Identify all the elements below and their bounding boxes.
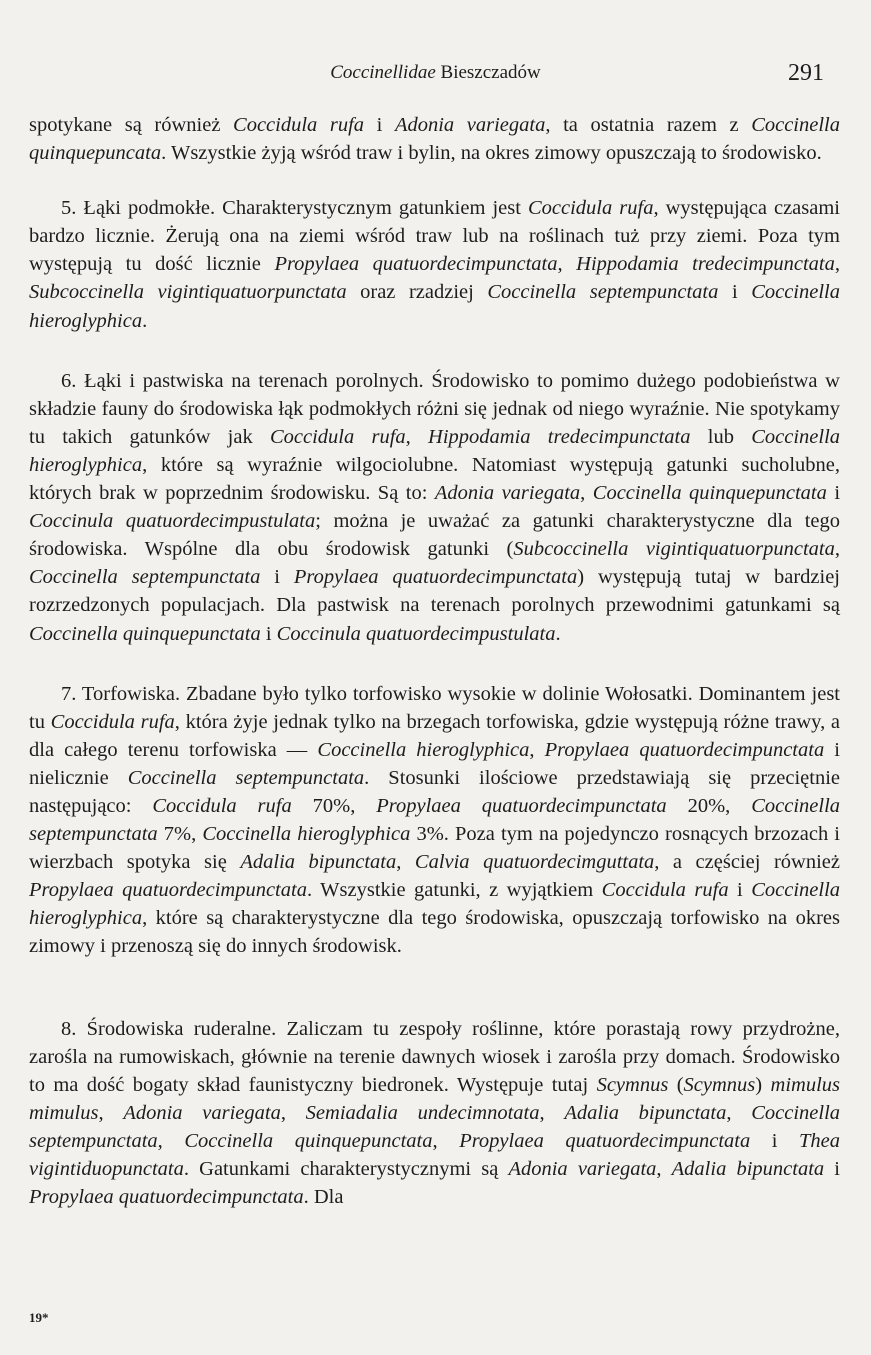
text-run: i [750,1129,800,1152]
species-name: Coccinula quatuordecimpustulata [29,510,316,533]
species-name: Calvia quatuordecimguttata [414,851,655,874]
text-run: i [718,281,752,304]
running-title-rest: Bieszczadów [435,62,541,83]
species-name: Scymnus [683,1073,756,1096]
paragraph-section-5 [29,194,840,334]
text-run: 5. Łąki podmokłe. Charakterystycznym gatunkiem jest [61,197,528,220]
paragraph-section-6 [29,367,840,648]
species-name: Coccinella septempunctata [127,766,365,789]
species-name: Adalia bipunctata [671,1158,825,1180]
species-name: Coccinella hieroglyphica [29,281,840,332]
text-run: , [396,851,415,874]
body-text [29,111,840,1211]
species-name: Propylaea quatuordecimpunctata [459,1129,751,1152]
text-run: , które są wyraźnie wilgociolubne. Natomiast występują gatunki sucholubne, których brak w poprzednim środowisku. Są to: [29,453,840,505]
species-name: Coccinella septempunctata [487,281,719,304]
species-name: Coccidula rufa [601,879,729,902]
signature-mark: 19* [29,1310,49,1325]
species-name: Adonia variegata [394,114,546,136]
text-run: , a częściej również [654,851,840,874]
text-run: , [405,425,429,448]
species-name: Subcoccinella vigintiquatuorpunctata [513,538,835,561]
text-run: lub [690,425,752,448]
species-name: Coccidula rufa [50,710,175,733]
species-name: Coccinella hieroglyphica [317,738,530,761]
text-run: . Wszystkie żyją wśród traw i bylin, na okres zimowy opuszczają to środowisko. [161,142,822,165]
species-name: Coccidula rufa [233,114,365,136]
text-run: , [557,253,577,276]
species-name: Adalia bipunctata [240,851,397,874]
text-run: , [529,738,545,761]
text-run: ) [755,1073,771,1096]
species-name: Coccidula rufa [152,794,292,817]
species-name: Coccinella hieroglyphica [29,879,841,930]
species-name: Propylaea quatuordecimpunctata [29,1186,304,1209]
species-name: Coccinella quinquepunctata [184,1129,433,1152]
text-run: , [280,1101,306,1124]
species-name: Coccinella quinquepuncata [29,114,840,165]
paragraph-1 [29,111,840,167]
text-run: i [364,114,395,136]
text-run: , [98,1101,124,1124]
text-run: , [834,253,841,276]
species-name: Hippodamia tredecimpunctata [428,425,691,448]
species-name: mimulus mimulus [29,1073,840,1124]
text-run: i [728,879,752,902]
running-title [0,60,871,86]
species-name: Scymnus [596,1073,669,1096]
species-name: Semiadalia undecimnotata [305,1101,540,1124]
text-run: . Dla [303,1186,344,1209]
text-run: i nielicznie [29,738,840,789]
text-run: . [555,622,561,645]
species-name: Coccinella hieroglyphica [202,823,411,846]
text-run: 20%, [666,794,752,817]
text-run: ) występują tutaj w bardziej rozrzedzonych populacjach. Dla pastwisk na terenach porolnych przewodnimi gatunkami są [29,566,840,617]
text-run: , [432,1129,460,1152]
text-run: . [142,309,148,332]
text-run: 6. Łąki i pastwiska na terenach porolnych. Środowisko to pomimo dużego podobieństwa w składzie fauny do środowiska łąk podmokłych różni się jednak od niego wyraźnie. Nie spotykamy tu takich gatunków jak [29,369,840,448]
page-header [0,60,871,90]
species-name: Subcoccinella vigintiquatuorpunctata [29,281,347,304]
text-run: , które są charakterystyczne dla tego środowiska, opuszczają torfowisko na okres zimowy i przenoszą się do innych środowisk. [29,907,840,958]
text-run: , [656,1158,672,1180]
paragraph-section-8 [29,1015,840,1212]
text-run: . Wszystkie gatunki, z wyjątkiem [306,879,602,902]
text-run: . Gatunkami charakterystycznymi są [183,1158,509,1180]
species-name: Propylaea quatuordecimpunctata [274,253,558,276]
text-run: , [539,1101,565,1124]
species-name: Thea vigintiduopunctata [29,1129,841,1180]
species-name: Adonia variegata [123,1101,281,1124]
species-name: Coccinella septempunctata [29,794,841,846]
species-name: Propylaea quatuordecimpunctata [29,879,307,902]
text-run: 8. Środowiska ruderalne. Zaliczam tu zespoły roślinne, które porastają rowy przydrożne, zarośla na rumowiskach, głównie na terenie dawnych wiosek i zarośla przy domach. Środowisko to ma dość bogaty skład faunistyczny biedronek. Występuje tutaj [29,1017,840,1096]
text-run: , [580,482,593,505]
species-name: Coccinella quinquepunctata [29,622,261,645]
text-run: i [260,566,294,589]
species-name: Adonia variegata [434,482,581,505]
species-name: Coccinella septempunctata [29,566,261,589]
species-name: Coccinella hieroglyphica [29,425,841,476]
species-name: Coccinula quatuordecimpustulata [276,622,556,645]
page-number: 291 [788,60,824,86]
species-name: Propylaea quatuordecimpunctata [544,738,825,761]
species-name: Adonia variegata [508,1158,657,1180]
text-run: , ta ostatnia razem z [545,114,752,136]
text-run: i [260,622,277,645]
text-run: , [157,1129,185,1152]
text-run: . Stosunki ilościowe przedstawiają się przeciętnie następująco: [29,766,840,817]
text-run: ( [668,1073,684,1096]
species-name: Adalia bipunctata [564,1101,727,1124]
text-run: , [834,538,841,561]
species-name: Propylaea quatuordecimpunctata [293,566,578,589]
text-run: i [824,1158,840,1180]
text-run: ; można je uważać za gatunki charakterystyczne dla tego środowiska. Wspólne dla obu środowisk gatunki ( [29,510,841,561]
text-run: i [826,482,841,505]
species-name: Propylaea quatuordecimpunctata [376,794,667,817]
text-run: 7. Torfowiska. Zbadane było tylko torfowisko wysokie w dolinie Wołosatki. Dominantem jest tu [29,682,840,733]
text-run: 7%, [157,823,203,846]
text-run: , [726,1101,752,1124]
species-name: Coccinella quinquepunctata [592,482,827,505]
text-run: spotykane są również [29,114,234,136]
text-run: oraz rzadziej [346,281,488,304]
text-run: , która żyje jednak tylko na brzegach torfowiska, gdzie występują różne trawy, a dla całego terenu torfowiska — [29,710,841,761]
paragraph-section-7 [29,680,840,961]
species-name: Hippodamia tredecimpunctata [576,253,835,276]
species-name: Coccinella septempunctata [29,1101,841,1152]
running-title-italic: Coccinellidae [330,62,436,83]
species-name: Coccidula rufa [527,197,654,220]
text-run: 70%, [291,794,377,817]
text-run: , występująca czasami bardzo licznie. Żerują ona na ziemi wśród traw lub na roślinach tuż przy ziemi. Poza tym występują tu dość licznie [29,197,840,276]
species-name: Coccidula rufa [269,425,406,448]
text-run: 3%. Poza tym na pojedynczo rosnących brzozach i wierzbach spotyka się [29,823,840,874]
